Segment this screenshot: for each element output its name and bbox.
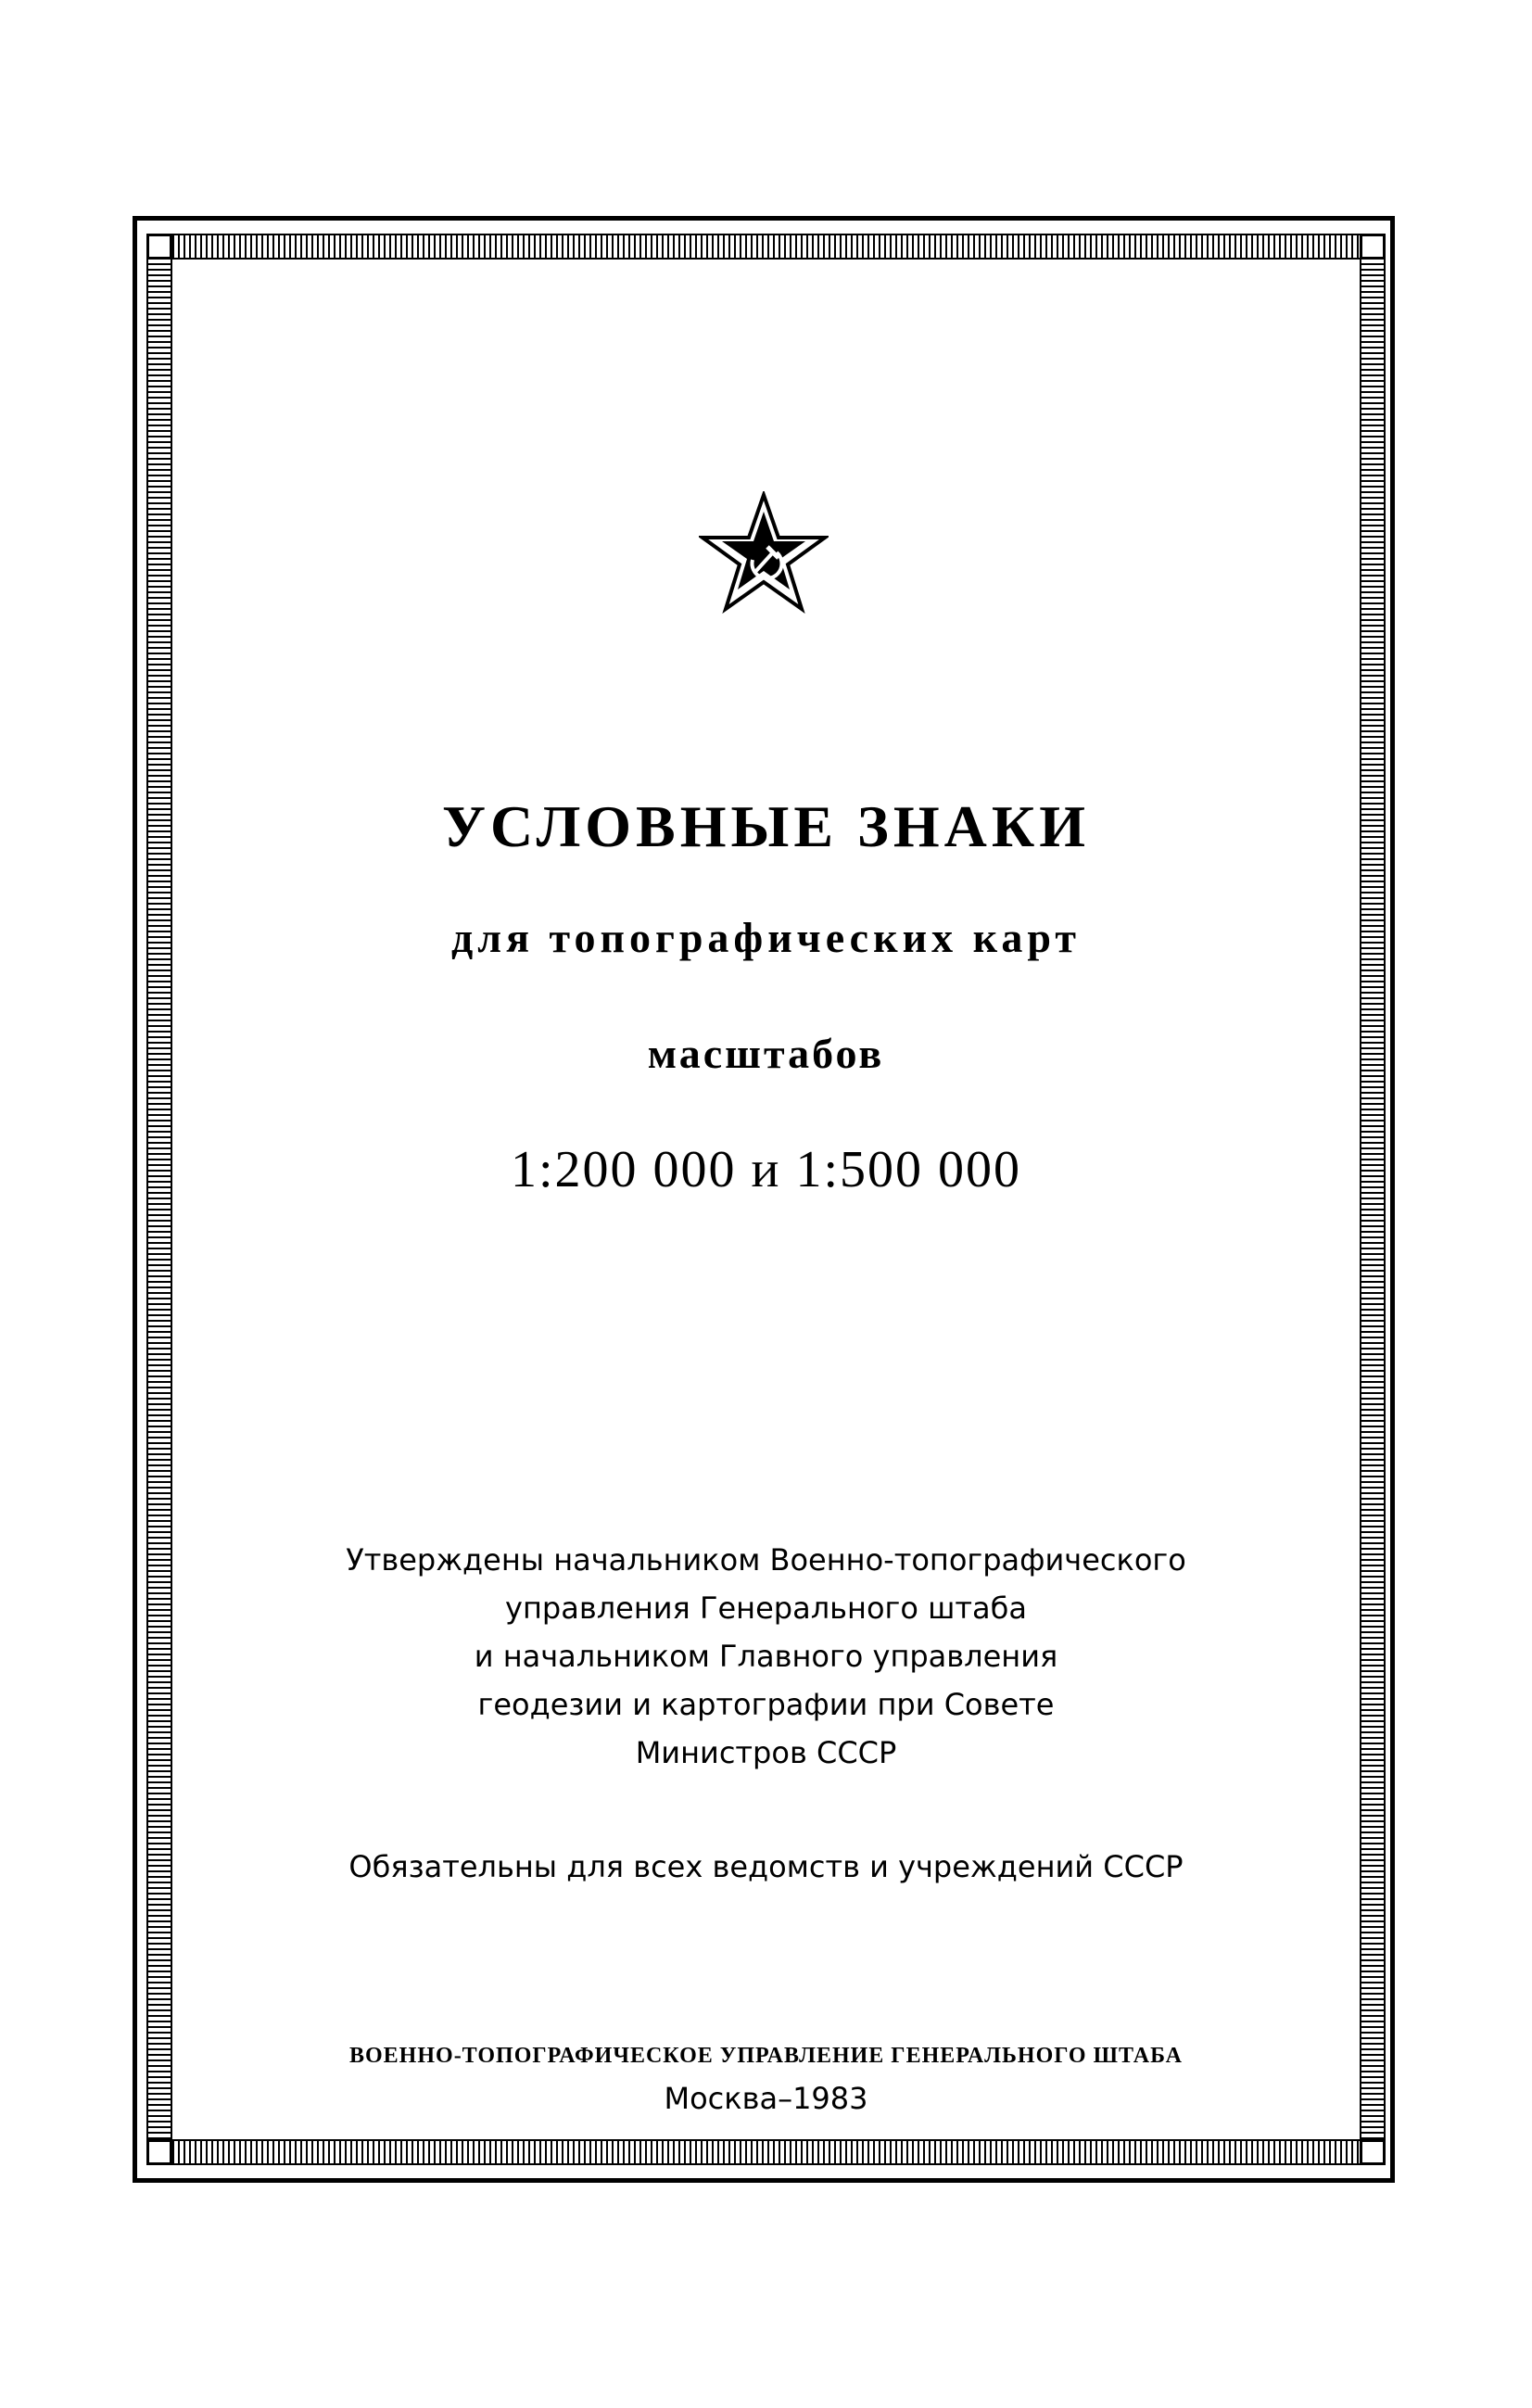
- border-top: [172, 234, 1360, 260]
- mandatory-notice: Обязательны для всех ведомств и учреждений СССР: [348, 1849, 1184, 1884]
- approval-line-5: Министров СССР: [635, 1735, 897, 1770]
- border-corner-top-right: [1360, 234, 1386, 260]
- border-corner-top-left: [146, 234, 172, 260]
- city-year: Москва–1983: [664, 2081, 868, 2116]
- red-star-hammer-sickle-icon: [699, 491, 829, 614]
- document-subtitle: для топографических карт: [451, 914, 1081, 961]
- publisher: ВОЕННО-ТОПОГРАФИЧЕСКОЕ УПРАВЛЕНИЕ ГЕНЕРАЛЬНОГО ШТАБА: [349, 2044, 1183, 2068]
- approval-line-1: Утверждены начальником Военно-топографического: [346, 1542, 1186, 1578]
- border-corner-bottom-right: [1360, 2139, 1386, 2165]
- map-scales: 1:200 000 и 1:500 000: [510, 1141, 1022, 1198]
- document-subtitle-scales-label: масштабов: [647, 1030, 885, 1077]
- border-bottom: [172, 2139, 1360, 2165]
- approval-line-3: и начальником Главного управления: [474, 1639, 1058, 1674]
- approval-line-4: геодезии и картографии при Совете: [477, 1687, 1055, 1722]
- approval-line-2: управления Генерального штаба: [505, 1591, 1027, 1626]
- document-title: УСЛОВНЫЕ ЗНАКИ: [441, 793, 1091, 859]
- border-corner-bottom-left: [146, 2139, 172, 2165]
